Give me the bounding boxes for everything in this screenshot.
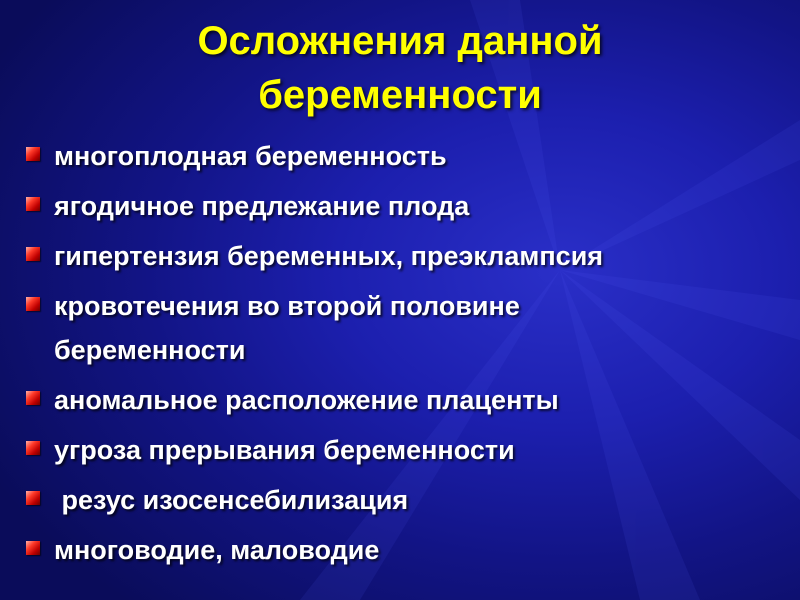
slide-title-line-1: Осложнения данной (197, 19, 603, 63)
red-square-bullet-icon (26, 541, 40, 555)
list-item-text: резус изосенсебилизация (54, 485, 409, 515)
list-item-text: многоводие, маловодие (54, 535, 380, 565)
red-square-bullet-icon (26, 391, 40, 405)
list-item (22, 528, 782, 572)
list-item-text: аномальное расположение плаценты (54, 385, 559, 415)
list-item-text: угроза прерывания беременности (54, 435, 515, 465)
list-item (22, 478, 782, 522)
slide-title-line-2: беременности (258, 73, 542, 117)
red-square-bullet-icon (26, 297, 40, 311)
list-item (22, 428, 782, 472)
list-item (22, 378, 782, 422)
red-square-bullet-icon (26, 441, 40, 455)
slide-title (0, 14, 800, 122)
red-square-bullet-icon (26, 147, 40, 161)
list-item-text: гипертензия беременных, преэклампсия (54, 241, 604, 271)
list-item (22, 184, 782, 228)
list-item-text-continued: беременности (54, 335, 246, 365)
complications-list (22, 134, 782, 578)
red-square-bullet-icon (26, 491, 40, 505)
list-item-text: многоплодная беременность (54, 141, 447, 171)
list-item-text: ягодичное предлежание плода (54, 191, 470, 221)
red-square-bullet-icon (26, 197, 40, 211)
red-square-bullet-icon (26, 247, 40, 261)
list-item-text: кровотечения во второй половине (54, 291, 520, 321)
list-item (22, 234, 782, 278)
list-item (22, 134, 782, 178)
list-item (22, 284, 782, 372)
